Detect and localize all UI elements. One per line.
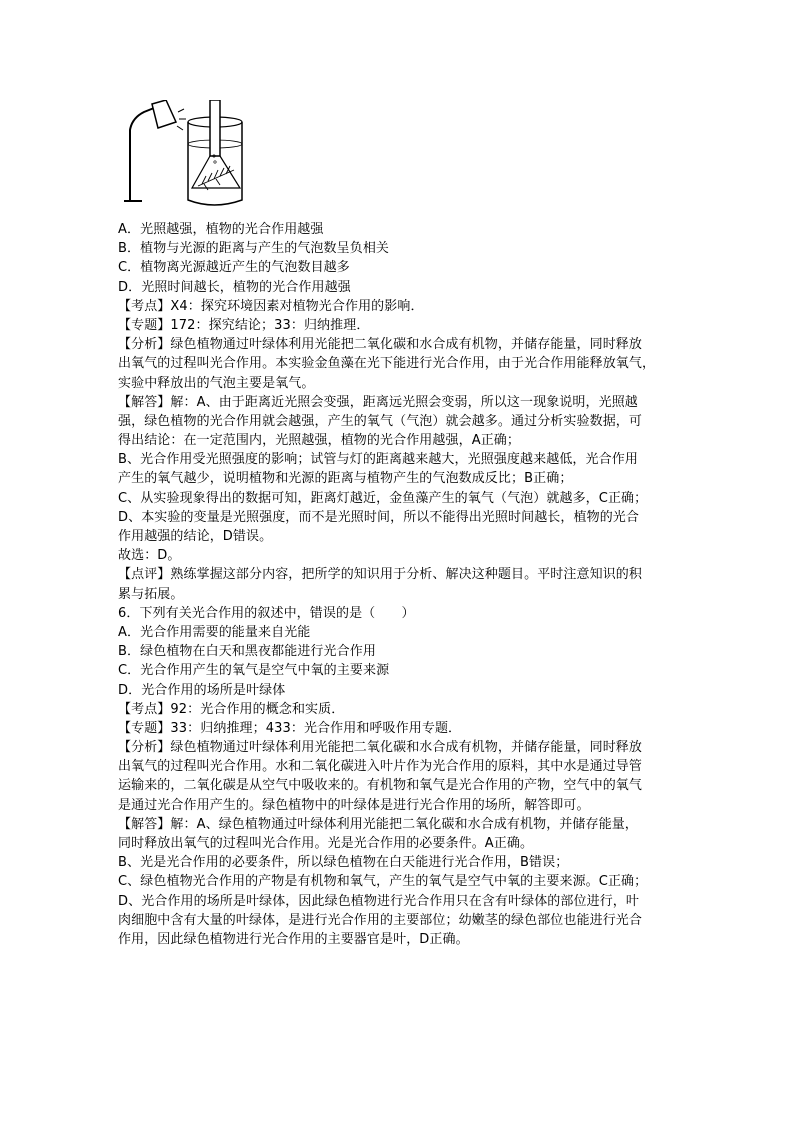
text-line: 【分析】绿色植物通过叶绿体利用光能把二氧化碳和水合成有机物，并储存能量，同时释放	[118, 337, 643, 353]
text-line: D、本实验的变量是光照强度，而不是光照时间，所以不能得出光照时间越长，植物的光合	[118, 509, 640, 525]
experiment-illustration	[122, 100, 252, 210]
text-line: C、绿色植物光合作用的产物是有机物和氧气，产生的氧气是空气中氧的主要来源。C正确；	[118, 874, 648, 890]
text-line: 强，绿色植物的光合作用就会越强，产生的氧气（气泡）就会越多。通过分析实验数据，可	[118, 413, 643, 429]
text-line: C、从实验现象得出的数据可知，距离灯越近，金鱼藻产生的氧气（气泡）就越多，C正确；	[118, 490, 648, 506]
text-line: 【解答】解：A、绿色植物通过叶绿体利用光能把二氧化碳和水合成有机物，并储存能量，	[118, 816, 638, 832]
text-line: 故选：D。	[118, 548, 181, 564]
text-line: D．光照时间越长，植物的光合作用越强	[118, 279, 351, 295]
text-line: 是通过光合作用产生的。绿色植物中的叶绿体是进行光合作用的场所，解答即可。	[118, 797, 590, 813]
text-line: 出氧气的过程叫光合作用。本实验金鱼藻在光下能进行光合作用，由于光合作用能释放氧气，	[118, 356, 656, 372]
text-line: 累与拓展。	[118, 586, 184, 602]
text-line: B、光合作用受光照强度的影响；试管与灯的距离越来越大，光照强度越来越低，光合作用	[118, 452, 638, 468]
text-line: 同时释放出氧气的过程叫光合作用。光是光合作用的必要条件。A正确。	[118, 836, 534, 851]
text-line: 得出结论：在一定范围内，光照越强，植物的光合作用越强，A正确；	[118, 433, 520, 449]
text-line: 产生的氧气越少，说明植物和光源的距离与植物产生的气泡数成反比；B正确；	[118, 471, 573, 487]
text-line: 【专题】33：归纳推理；433：光合作用和呼吸作用专题．	[118, 720, 462, 736]
test-tube	[210, 100, 220, 156]
text-line: 实验中释放出的气泡主要是氧气。	[118, 375, 315, 391]
text-line: A．光照越强，植物的光合作用越强	[118, 222, 324, 237]
text-line: 肉细胞中含有大量的叶绿体，是进行光合作用的主要部位；幼嫩茎的绿色部位也能进行光合	[118, 912, 643, 928]
option-d: D．光合作用的场所是叶绿体	[118, 682, 286, 698]
text-line: B．植物与光源的距离与产生的气泡数呈负相关	[118, 241, 390, 257]
text-line: D、光合作用的场所是叶绿体，因此绿色植物进行光合作用只在含有叶绿体的部位进行，叶	[118, 893, 640, 909]
text-line: 运输来的，二氧化碳是从空气中吸收来的。有机物和氧气是光合作用的产物，空气中的氧气	[118, 778, 643, 794]
document-body	[118, 220, 678, 949]
text-line: B、光是光合作用的必要条件，所以绿色植物在白天能进行光合作用，B错误；	[118, 855, 569, 871]
text-line: 【考点】92：光合作用的概念和实质．	[118, 701, 345, 717]
text-line: 【解答】解：A、由于距离近光照会变强，距离远光照会变弱，所以这一现象说明，光照越	[118, 394, 638, 410]
text-line: 出氧气的过程叫光合作用。水和二氧化碳进入叶片作为光合作用的原料，其中水是通过导管	[118, 759, 643, 775]
lamp-shade	[152, 100, 176, 128]
text-line: 【点评】熟练掌握这部分内容，把所学的知识用于分析、解决这种题目。平时注意知识的积	[118, 567, 643, 583]
text-line: 【专题】172：探究结论；33：归纳推理．	[118, 317, 370, 333]
option-b: B．绿色植物在白天和黑夜都能进行光合作用	[118, 644, 376, 660]
text-line: 【考点】X4：探究环境因素对植物光合作用的影响．	[118, 298, 424, 314]
text-line: 【分析】绿色植物通过叶绿体利用光能把二氧化碳和水合成有机物，并储存能量，同时释放	[118, 740, 643, 756]
option-a: A．光合作用需要的能量来自光能	[118, 624, 311, 640]
text-line: C．植物离光源越近产生的气泡数目越多	[118, 260, 350, 276]
text-line: 作用越强的结论，D错误。	[118, 529, 273, 544]
water-plant-icon	[198, 166, 234, 190]
option-c: C．光合作用产生的氧气是空气中氧的主要来源	[118, 663, 390, 679]
lamp-stand	[130, 108, 154, 200]
question-6-stem: 6．下列有关光合作用的叙述中，错误的是（ ）	[118, 605, 415, 621]
text-line: 作用，因此绿色植物进行光合作用的主要器官是叶，D正确。	[118, 931, 469, 947]
funnel	[192, 156, 240, 188]
